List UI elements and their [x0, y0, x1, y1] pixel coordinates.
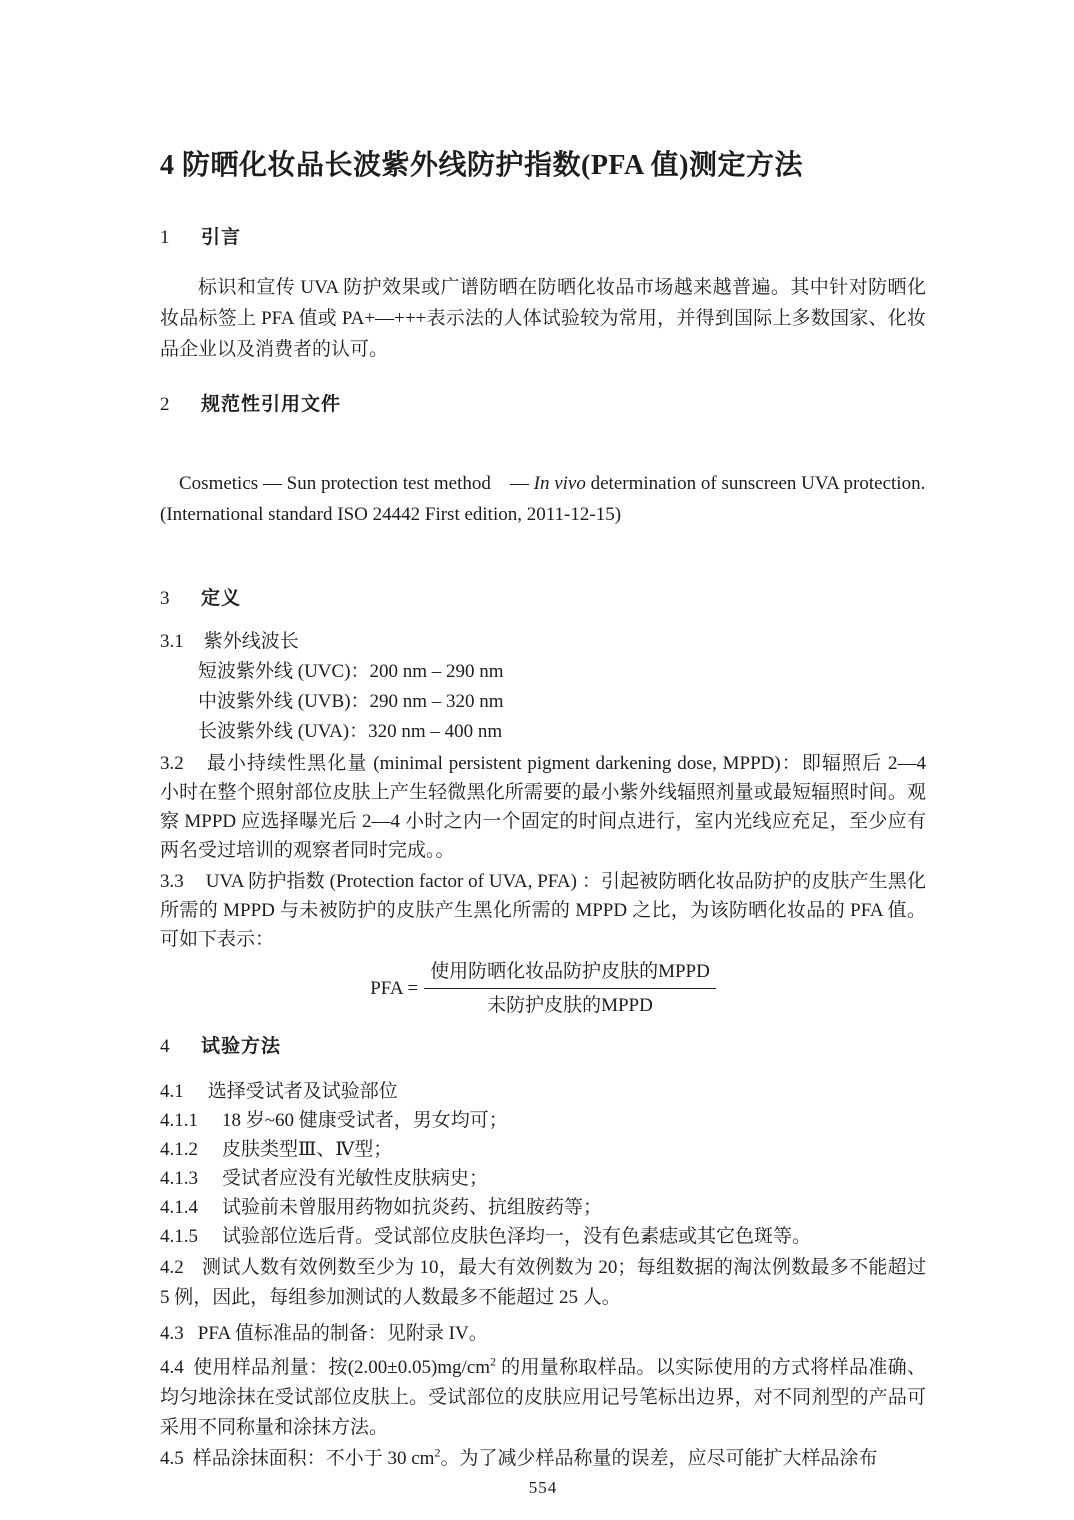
- paragraph-4-2: [160, 1253, 926, 1313]
- definition-3-1-title: 紫外线波长: [203, 631, 299, 652]
- reference-text-pre: Cosmetics — Sun protection test method —: [179, 473, 534, 494]
- paragraph-4-4-text-post: 的用量称取样品。以实际使用的方式将样品准确、均匀地涂抹在受试部位皮肤上。受试部位的皮肤应用记号笔标出边界，对不同剂型的产品可采用不同称量和涂抹方法。: [160, 1357, 926, 1438]
- pfa-formula: [160, 958, 926, 1019]
- paragraph-4-2-number: 4.2: [160, 1257, 184, 1278]
- paragraph-4-3-text: PFA 值标准品的制备：见附录 IV。: [197, 1323, 488, 1344]
- paragraph-4-4-number: 4.4: [160, 1357, 184, 1378]
- item-4-1-2-number: 4.1.2: [160, 1139, 198, 1160]
- section-1-number: 1: [160, 227, 170, 248]
- definition-3-1-number: 3.1: [160, 631, 184, 652]
- document-title: 4 防晒化妆品长波紫外线防护指数(PFA 值)测定方法: [160, 150, 803, 181]
- paragraph-4-3-number: 4.3: [160, 1323, 184, 1344]
- paragraph-4-4-superscript: 2: [490, 1354, 497, 1369]
- paragraph-4-4: [160, 1353, 926, 1443]
- paragraph-4-2-text: 测试人数有效例数至少为 10，最大有效例数为 20；每组数据的淘汰例数最多不能超过 5 例，因此，每组参加测试的人数最多不能超过 25 人。: [160, 1257, 926, 1308]
- item-4-1-4-number: 4.1.4: [160, 1197, 198, 1218]
- section-3-number: 3: [160, 588, 170, 609]
- paragraph-4-5: [160, 1443, 926, 1474]
- test-method-items: [160, 1077, 926, 1251]
- intro-paragraph: 标识和宣传 UVA 防护效果或广谱防晒在防晒化妆品市场越来越普遍。其中针对防晒化妆品标签上 PFA 值或 PA+—+++表示法的人体试验较为常用，并得到国际上多数国家、化妆品企业以及消费者的认可。: [160, 277, 926, 360]
- formula-denominator: 未防护皮肤的MPPD: [487, 995, 653, 1016]
- definition-3-3-number: 3.3: [160, 871, 184, 892]
- item-4-1-4-text: 试验前未曾服用药物如抗炎药、抗组胺药等；: [222, 1197, 603, 1218]
- item-4-1-1-text: 18 岁~60 健康受试者，男女均可；: [222, 1110, 508, 1131]
- reference-text-post: determination of sunscreen UVA protection. (International standard ISO 24442 First edition, 2011-12-15): [160, 473, 931, 525]
- section-2-label: 规范性引用文件: [201, 394, 342, 415]
- definition-3-2-number: 3.2: [160, 753, 184, 774]
- paragraph-4-4-text-pre: 使用样品剂量：按(2.00±0.05)mg/cm: [192, 1357, 491, 1378]
- definition-3-3-text: UVA 防护指数 (Protection factor of UVA, PFA) ：引起被防晒化妆品防护的皮肤产生黑化所需的 MPPD 与未被防护的皮肤产生黑化所需的 MPPD 之比，为该防晒化妆品的 PFA 值。可如下表示：: [160, 871, 926, 950]
- definition-3-3: [160, 867, 926, 954]
- item-4-1-5-text: 试验部位选后背。受试部位皮肤色泽均一，没有色素痣或其它色斑等。: [222, 1226, 812, 1247]
- paragraph-4-5-text-post: 。为了减少样品称量的误差，应尽可能扩大样品涂布: [440, 1448, 878, 1469]
- item-4-1-4: [160, 1193, 926, 1222]
- item-4-1-5-number: 4.1.5: [160, 1226, 198, 1247]
- uvb-range-line: 中波紫外线 (UVB)：290 nm – 320 nm: [198, 691, 504, 712]
- section-3-heading: [160, 585, 926, 613]
- definition-3-2: [160, 749, 926, 865]
- section-1-heading: [160, 224, 926, 252]
- paragraph-4-5-text-pre: 样品涂抹面积：不小于 30 cm: [192, 1448, 435, 1469]
- section-4-number: 4: [160, 1036, 170, 1057]
- reference-paragraph: [160, 437, 931, 561]
- item-4-1-3-number: 4.1.3: [160, 1168, 198, 1189]
- section-4-label: 试验方法: [201, 1036, 282, 1057]
- definition-3-1: [160, 627, 926, 657]
- item-4-1-3-text: 受试者应没有光敏性皮肤病史；: [222, 1168, 489, 1189]
- item-4-1-2-text: 皮肤类型Ⅲ、Ⅳ型；: [222, 1139, 393, 1160]
- item-4-1-1: [160, 1106, 926, 1135]
- item-4-1-3: [160, 1164, 926, 1193]
- paragraph-4-5-superscript: 2: [434, 1445, 441, 1460]
- item-4-1-2: [160, 1135, 926, 1164]
- page-number: 554: [528, 1478, 558, 1497]
- section-1-label: 引言: [201, 227, 242, 248]
- item-4-1-number: 4.1: [160, 1081, 184, 1102]
- uva-range-line: 长波紫外线 (UVA)：320 nm – 400 nm: [198, 721, 503, 742]
- section-4-heading: [160, 1033, 926, 1061]
- paragraph-4-5-number: 4.5: [160, 1448, 184, 1469]
- item-4-1-1-number: 4.1.1: [160, 1110, 198, 1131]
- item-4-1-5: [160, 1222, 926, 1251]
- formula-lhs: PFA =: [370, 977, 419, 999]
- item-4-1-text: 选择受试者及试验部位: [207, 1081, 398, 1102]
- uvc-range-line: 短波紫外线 (UVC)：200 nm – 290 nm: [198, 661, 504, 682]
- formula-numerator: 使用防晒化妆品防护皮肤的MPPD: [424, 958, 716, 989]
- reference-text-italic: In vivo: [533, 473, 586, 494]
- section-3-label: 定义: [201, 588, 242, 609]
- item-4-1: [160, 1077, 926, 1106]
- section-2-number: 2: [160, 394, 170, 415]
- section-2-heading: [160, 391, 926, 419]
- formula-fraction: [424, 958, 716, 1019]
- paragraph-4-3: [160, 1319, 926, 1349]
- definition-3-2-text: 最小持续性黑化量 (minimal persistent pigment darkening dose, MPPD)：即辐照后 2—4 小时在整个照射部位皮肤上产生轻微黑化所需要的最小紫外线辐照剂量或最短辐照时间。观察 MPPD 应选择曝光后 2—4 小时之内一个固定的时间点进行，室内光线应充足，至少应有两名受过培训的观察者同时完成。。: [160, 753, 926, 861]
